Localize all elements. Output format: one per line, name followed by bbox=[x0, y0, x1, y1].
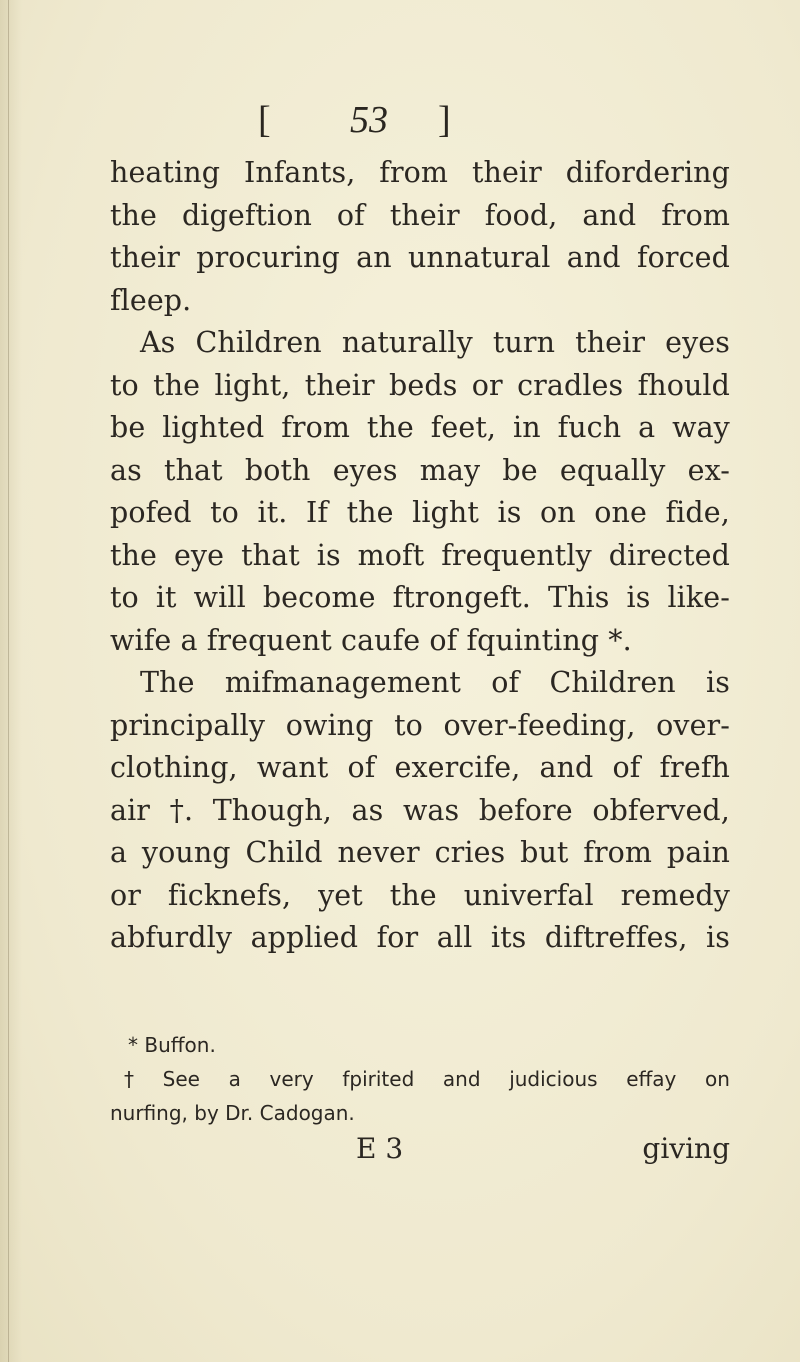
body-line: The mifmanagement of Children is bbox=[140, 666, 730, 699]
body-line: fleep. bbox=[110, 283, 192, 317]
body-text bbox=[110, 152, 730, 960]
body-line: be lighted from the feet, in fuch a way bbox=[110, 411, 730, 444]
body-line: the eye that is moft frequently directed bbox=[110, 538, 730, 572]
body-line: wife a frequent caufe of fquinting *. bbox=[110, 623, 632, 657]
footnotes bbox=[110, 1028, 730, 1130]
body-line: or ficknefs, yet the univerfal remedy bbox=[110, 878, 730, 912]
footnote-line: nurfing, by Dr. Cadogan. bbox=[110, 1101, 355, 1125]
signature-mark: E 3 bbox=[356, 1132, 404, 1165]
footnote-line: † See a very fpirited and judicious effay on bbox=[124, 1067, 730, 1091]
body-line: abfurdly applied for all its diftreffes, is bbox=[110, 921, 730, 954]
body-line: As Children naturally turn their eyes bbox=[140, 326, 730, 359]
body-line: pofed to it. If the light is on one fide, bbox=[110, 496, 730, 529]
body-line: a young Child never cries but from pain bbox=[110, 836, 730, 869]
body-line: principally owing to over-feeding, over- bbox=[110, 708, 730, 742]
header-bracket-close: ] bbox=[438, 99, 451, 141]
footnote-line: * Buffon. bbox=[128, 1033, 216, 1057]
catchword: giving bbox=[642, 1132, 730, 1165]
body-line: clothing, want of exercife, and of frefh bbox=[110, 751, 730, 784]
body-line: to it will become ftrongeft. This is like- bbox=[110, 581, 730, 614]
body-line: air †. Though, as was before obferved, bbox=[110, 793, 730, 827]
header-bracket-open: [ bbox=[258, 99, 271, 141]
page-edge bbox=[8, 0, 9, 1362]
body-line: the digeftion of their food, and from bbox=[110, 198, 730, 232]
body-line: as that both eyes may be equally ex- bbox=[110, 453, 730, 487]
page-number: 53 bbox=[350, 99, 388, 141]
body-line: to the light, their beds or cradles fhould bbox=[110, 368, 730, 402]
body-line: their procuring an unnatural and forced bbox=[110, 241, 730, 274]
body-line: heating Infants, from their difordering bbox=[110, 156, 730, 189]
